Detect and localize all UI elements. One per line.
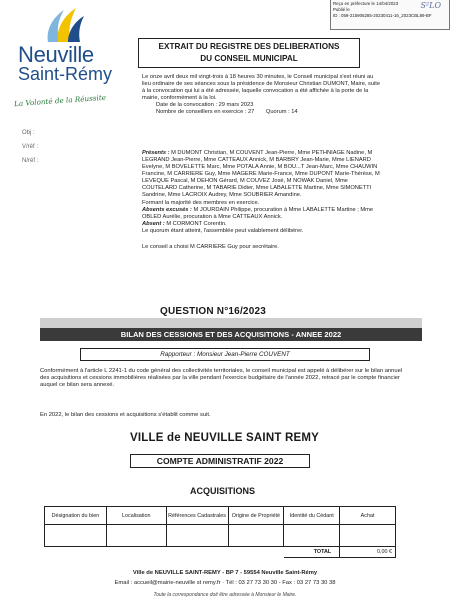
present-list: M DUMONT Christian, M COUVENT Jean-Pierre, Mme PETHNIAGE Nadine, M LEGRAND Jean-Pierre, Mme CATTEAUX Annick, M BARBRY Jean-Marie, Mme LIENARD Evelyne, M BOVELETTE Marc, Mme POTALA Annie, M BOU...T Jean-Marc, Mme CHAUWIN Francine, M CARRIERE Guy, Mme MAGERE Marie-France, Mme DUPONT Marie-Thérèse, M LEVEQUE Pascal, M DEHON Gérard, M COUVEZ José, M NOWAK Daniel, Mme COUTELARD Catherine, M TABARIE Didier, Mme LABALETTE Martine, Mme SIMONETTI Sandrine, Mme LACROIX Audrey, Mme SOUBRIER Amandine. [142,150,380,198]
table-row [45,525,396,547]
stamp-signature: S²LO [420,1,441,10]
convocation-date: Date de la convocation : 29 mars 2023 [156,102,254,108]
table-cell [228,525,284,547]
footer-contact: Email : accueil@mairie-neuville st remy.fr · Tél : 03 27 73 30 30 - Fax : 03 27 73 30 38 [114,580,336,586]
col-achat: Achat [340,507,396,525]
rapporteur: Rapporteur : Monsieur Jean-Pierre COUVENT [80,348,370,361]
stamp-id: ID : 059-215906285-20230411-16_2023CBL89-BF [333,13,432,18]
col-cadastral: Références Cadastrales [166,507,228,525]
acquisitions-heading: ACQUISITIONS [190,486,256,496]
table-total-spacer [45,547,284,558]
acquisitions-table [44,506,396,558]
table-cell [284,525,340,547]
total-value: 0,00 € [340,547,396,558]
conseillers-count: Nombre de conseillers en exercice : 27 [156,109,255,115]
secretary-text: Le conseil a choisi M CARRIERE Guy pour secrétaire. [142,244,279,250]
ref-obj: Obj : [22,130,35,136]
stamp-published: Publié le [333,7,350,12]
logo-town-name-2: Saint-Rémy [18,64,113,84]
table-total-row [45,547,396,558]
prefecture-stamp [330,0,450,30]
intro-paragraph: Le onze avril deux mil vingt-trois à 18 heures 30 minutes, le Conseil municipal s'est réuni au lieu ordinaire de ses séances sous la présidence de Monsieur Christian DUMONT, Maire, suite à la convocation qui lui a été adressée, laquelle convocation a été affichée à la porte de la mairie, conformément à la loi. [142,74,381,101]
register-header [138,38,360,68]
col-origine: Origine de Propriété [228,507,284,525]
separator-band [40,318,422,328]
ref-vref: V/réf : [22,144,39,150]
margin-references [22,126,38,168]
footer-address: Ville de NEUVILLE SAINT-REMY - BP 7 - 59554 Neuville Saint-Rémy [132,570,318,576]
col-localisation: Localisation [106,507,166,525]
annex-account-title: COMPTE ADMINISTRATIF 2022 [130,454,310,468]
deliberation-paragraph: Conformément à l'article L 2241-1 du code général des collectivités territoriales, le conseil municipal est appelé à délibérer sur le bilan annuel des acquisitions et cessions immobilières réalisées par la ville pendant l'exercice budgétaire de l'année 2022, retracé par le compte financier auquel ce bilan sera annexé. [40,368,403,389]
intro-section [142,74,382,116]
footer-note: Toute la correspondance doit être adressée à Monsieur le Maire. [153,592,297,598]
absent-label: Absent : [142,221,165,227]
table-cell [166,525,228,547]
register-subtitle: DU CONSEIL MUNICIPAL [200,54,298,63]
col-designation: Désignation du bien [45,507,107,525]
annex-city-title: VILLE de NEUVILLE SAINT REMY [130,432,319,444]
register-title: EXTRAIT DU REGISTRE DES DELIBERATIONS [158,42,340,51]
quorum-reached: Le quorum étant atteint, l'assemblée peut valablement délibérer. [142,228,304,234]
quorum-count: Quorum : 14 [265,109,298,115]
flame-logo-icon [38,6,86,44]
logo-motto: La Volonté de la Réussite [13,92,107,109]
table-cell [45,525,107,547]
majority-text: Formant la majorité des membres en exercice. [142,200,260,206]
excused-list: M JOURDAIN Philippe, procuration à Mme LABALETTE Martine ; Mme OBLED Aurélie, procuration à Mme CATTEAUX Annick. [142,207,374,220]
table-cell [106,525,166,547]
question-title: QUESTION N°16/2023 [160,306,266,317]
excused-label: Absents excusés : [142,207,192,213]
present-label: Présents : [142,150,170,156]
col-cedant: Identité du Cédant [284,507,340,525]
table-header-row [45,507,396,525]
presence-section [142,150,382,251]
total-label: TOTAL [284,547,340,558]
table-cell [340,525,396,547]
logo-town-name: Neuville [18,42,94,67]
stamp-received: Reçu en préfecture le 14/04/2023 [333,1,399,6]
absent-list: M CORMONT Corentin. [166,221,227,227]
town-logo [14,6,132,116]
bilan-statement: En 2022, le bilan des cessions et acquisitions s'établit comme suit. [40,412,211,418]
question-subject: BILAN DES CESSIONS ET DES ACQUISITIONS - ANNEE 2022 [40,328,422,341]
ref-nref: N/réf : [22,158,39,164]
